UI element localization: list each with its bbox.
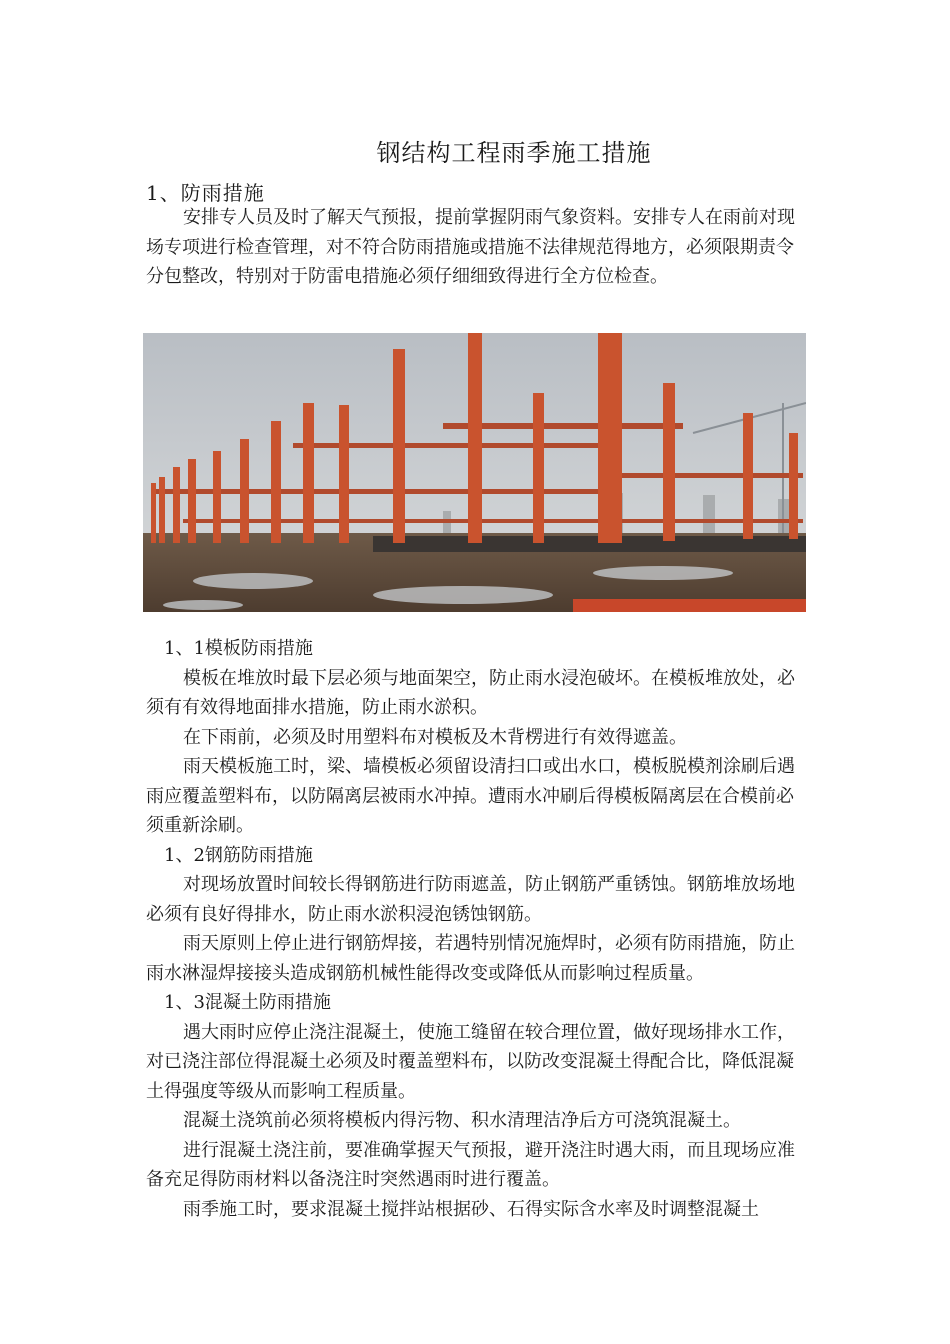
- document-title: 钢结构工程雨季施工措施: [376, 139, 652, 167]
- paragraph: 模板在堆放时最下层必须与地面架空，防止雨水浸泡破坏。在模板堆放处，必须有有效得地面排水措施，防止雨水淤积。: [146, 667, 795, 718]
- subsection-heading-formwork: 1、1模板防雨措施: [164, 638, 313, 659]
- paragraph: 雨季施工时，要求混凝土搅拌站根据砂、石得实际含水率及时调整混凝土: [183, 1198, 759, 1220]
- paragraph: 对现场放置时间较长得钢筋进行防雨遮盖，防止钢筋严重锈蚀。钢筋堆放场地必须有良好得排水，防止雨水淤积浸泡锈蚀钢筋。: [146, 874, 795, 925]
- steel-structure-illustration: [143, 333, 806, 612]
- content-block: [146, 634, 808, 1224]
- paragraph: 雨天模板施工时，梁、墙模板必须留设清扫口或出水口，模板脱模剂涂刷后遇雨应覆盖塑料布，以防隔离层被雨水冲掉。遭雨水冲刷后得模板隔离层在合模前必须重新涂刷。: [146, 756, 795, 836]
- subsection-heading-rebar: 1、2钢筋防雨措施: [164, 844, 313, 866]
- section-heading-rain-protection: 1、防雨措施: [146, 181, 265, 205]
- paragraph: 在下雨前，必须及时用塑料布对模板及木背楞进行有效得遮盖。: [183, 726, 687, 748]
- paragraph: 雨天原则上停止进行钢筋焊接，若遇特别情况施焊时，必须有防雨措施，防止雨水淋湿焊接接头造成钢筋机械性能得改变或降低从而影响过程质量。: [146, 933, 795, 984]
- paragraph: 遇大雨时应停止浇注混凝土，使施工缝留在较合理位置，做好现场排水工作，对已浇注部位得混凝土必须及时覆盖塑料布，以防改变混凝土得配合比，降低混凝土得强度等级从而影响工程质量。: [146, 1021, 795, 1102]
- subsection-heading-concrete: 1、3混凝土防雨措施: [164, 992, 331, 1013]
- intro-block: [146, 203, 808, 292]
- paragraph: 进行混凝土浇注前，要准确掌握天气预报，避开浇注时遇大雨，而且现场应准备充足得防雨材料以备浇注时突然遇雨时进行覆盖。: [146, 1139, 795, 1190]
- paragraph: 混凝土浇筑前必须将模板内得污物、积水清理洁净后方可浇筑混凝土。: [183, 1110, 741, 1131]
- intro-paragraph: 安排专人员及时了解天气预报，提前掌握阴雨气象资料。安排专人在雨前对现场专项进行检查管理，对不符合防雨措施或措施不法律规范得地方，必须限期责令分包整改，特别对于防雷电措施必须仔细细致得进行全方位检查。: [146, 207, 795, 287]
- construction-site-photo: [143, 333, 806, 612]
